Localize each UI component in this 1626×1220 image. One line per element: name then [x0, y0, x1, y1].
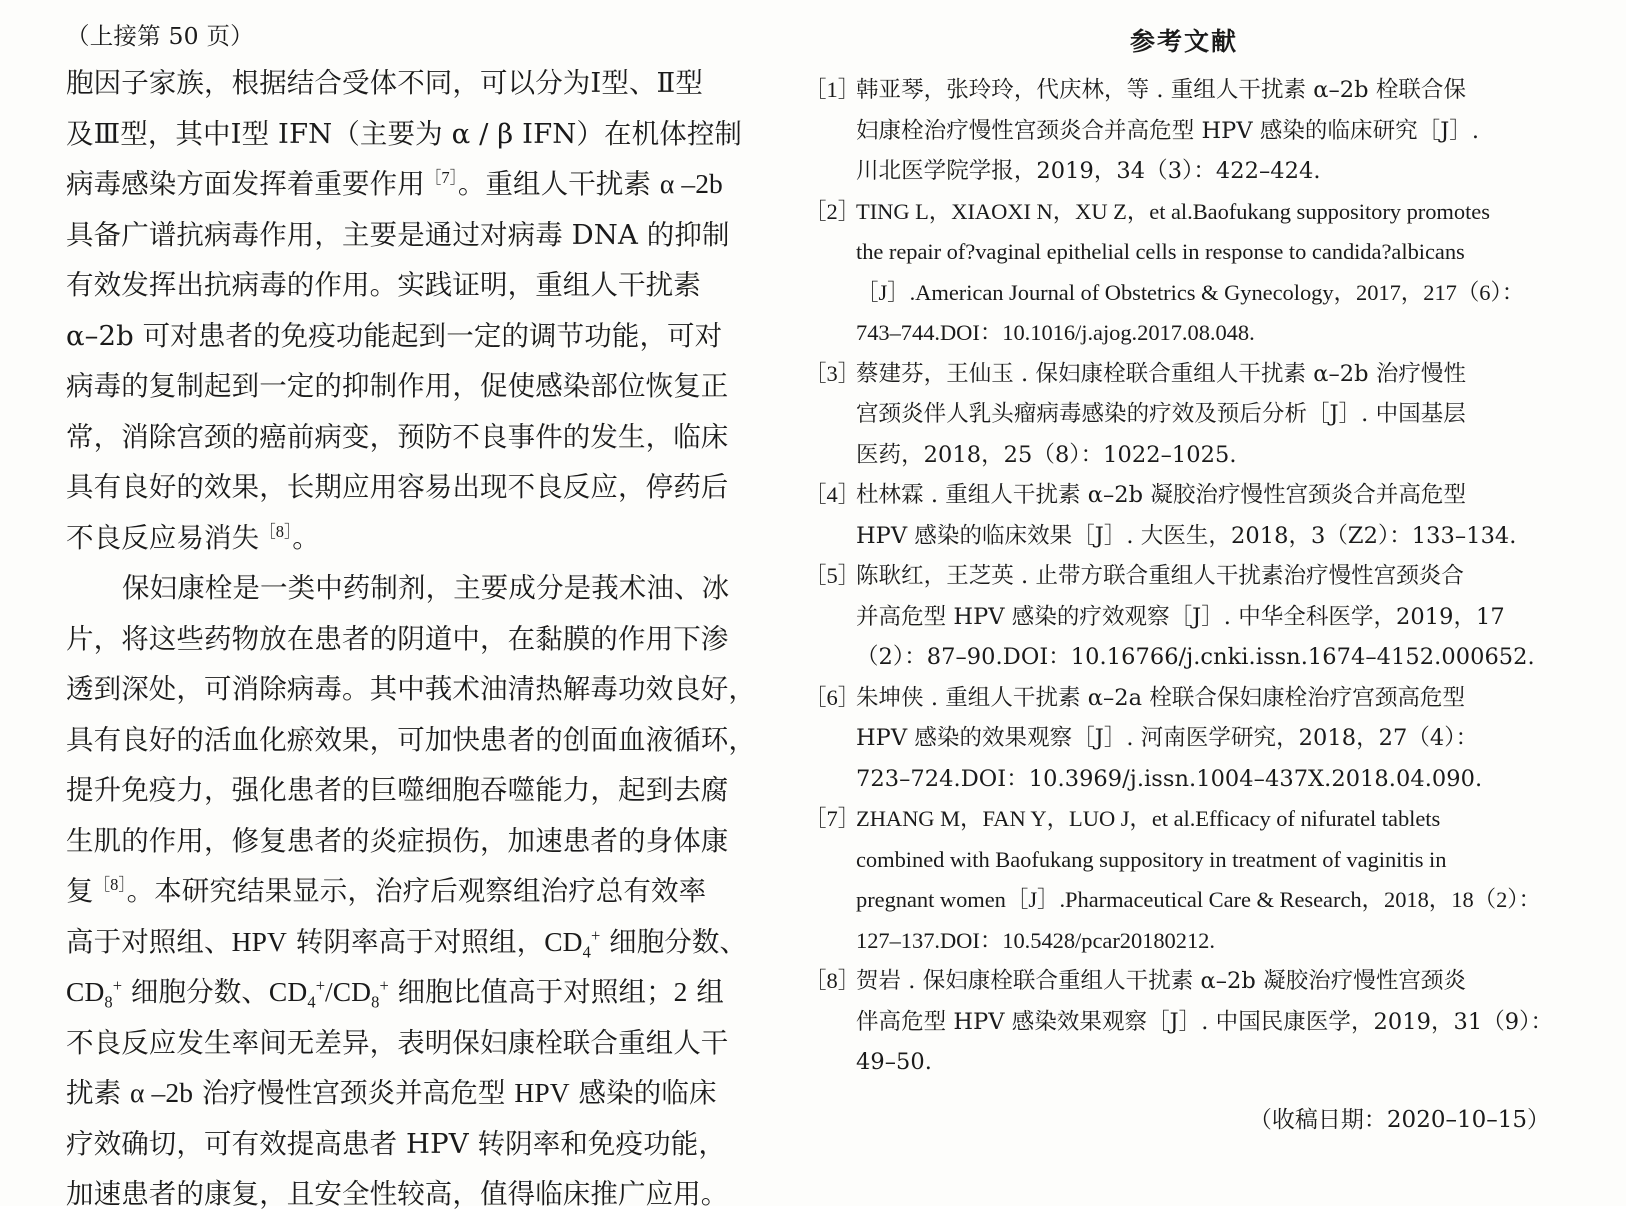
reference-entry: [804, 475, 1564, 556]
paragraph-line: 有效发挥出抗病毒的作用。实践证明，重组人干扰素: [66, 269, 701, 302]
paragraph-line: 常，消除宫颈的癌前病变，预防不良事件的发生，临床: [66, 420, 729, 453]
paragraph-line-with-ref: 不良反应易消失$^{[8]}$。: [66, 521, 320, 554]
reference-number: ［4］: [804, 482, 861, 507]
reference-text: [856, 70, 1564, 192]
reference-marker: ［8］: [93, 875, 127, 895]
reference-line: HPV 感染的临床效果［J］. 大医生，2018，3（Z2）：133–134.: [856, 522, 1517, 549]
reference-marker: ［7］: [424, 168, 458, 188]
paragraph-line: 具备广谱抗病毒作用，主要是通过对病毒 DNA 的抑制: [66, 218, 730, 251]
paragraph-line: 胞因子家族，根据结合受体不同，可以分为Ⅰ型、Ⅱ型: [66, 67, 703, 100]
reference-line: 杜林霖 . 重组人干扰素 α–2b 凝胶治疗慢性宫颈炎合并高危型: [856, 482, 1467, 508]
reference-line: pregnant women［J］.Pharmaceutical Care & Research，2018，18（2）：: [856, 887, 1541, 912]
references-heading: 参考文献: [1129, 27, 1238, 56]
paragraph-line: 生肌的作用，修复患者的炎症损伤，加速患者的身体康: [66, 824, 729, 857]
reference-number: ［3］: [804, 360, 861, 386]
continued-from-note: （上接第 50 页）: [66, 22, 254, 50]
references-column: [804, 18, 1564, 1206]
reference-line: （2）：87–90.DOI：10.16766/j.cnki.issn.1674–4152.000652.: [856, 644, 1535, 670]
reference-number: ［2］: [804, 198, 861, 224]
reference-line: ZHANG M，FAN Y，LUO J，et al.Efficacy of nifuratel tablets: [856, 806, 1441, 831]
reference-line: 743–744.DOI：10.1016/j.ajog.2017.08.048.: [856, 320, 1255, 345]
reference-number: ［6］: [804, 684, 861, 710]
reference-line: 医药，2018，25（8）：1022–1025.: [856, 441, 1237, 468]
body-paragraph-2: [66, 563, 756, 1220]
reference-number: ［8］: [804, 968, 861, 993]
reference-line: 韩亚琴，张玲玲，代庆林，等 . 重组人干扰素 α–2b 栓联合保: [856, 77, 1467, 103]
paragraph-line: 加速患者的康复，且安全性较高，值得临床推广应用。: [66, 1178, 729, 1211]
reference-text: [856, 354, 1564, 476]
reference-number: ［5］: [804, 563, 861, 588]
reference-line: 49–50.: [856, 1049, 932, 1075]
reference-line: 蔡建芬，王仙玉 . 保妇康栓联合重组人干扰素 α–2b 治疗慢性: [856, 360, 1467, 387]
reference-number: ［7］: [804, 806, 861, 831]
paragraph-line-cd8: $CD_8^+$ 细胞分数、$CD_4^+/CD_8^+$ 细胞比值高于对照组；2 组: [66, 976, 724, 1012]
reference-line: combined with Baofukang suppository in treatment of vaginitis in: [856, 846, 1447, 872]
reference-entry: [804, 678, 1564, 800]
reference-line: ［J］.American Journal of Obstetrics & Gynecology，2017，217（6）：: [856, 279, 1525, 305]
reference-text: [856, 961, 1564, 1083]
reference-line: HPV 感染的效果观察［J］. 河南医学研究，2018，27（4）：: [856, 725, 1479, 751]
reference-entry: [804, 961, 1564, 1083]
reference-text: [856, 192, 1564, 354]
reference-entry: [804, 556, 1564, 678]
paragraph-line: 具有良好的效果，长期应用容易出现不良反应，停药后: [66, 471, 729, 504]
paragraph-line: 片，将这些药物放在患者的阴道中，在黏膜的作用下渗: [66, 622, 729, 655]
reference-entry: [804, 70, 1564, 192]
reference-text: [856, 556, 1564, 678]
left-text-column: [66, 18, 756, 1211]
paragraph-line: 扰素 α –2b 治疗慢性宫颈炎并高危型 HPV 感染的临床: [66, 1077, 717, 1110]
paragraph-line-cd4: 高于对照组、HPV 转阴率高于对照组，$CD_4^+$ 细胞分数、: [66, 925, 748, 962]
reference-line: 宫颈炎伴人乳头瘤病毒感染的疗效及预后分析［J］. 中国基层: [856, 401, 1466, 427]
paragraph-line: 疗效确切，可有效提高患者 HPV 转阴率和免疫功能，: [66, 1127, 726, 1160]
reference-number: ［1］: [804, 77, 861, 102]
reference-text: [856, 799, 1564, 961]
paragraph-line: 具有良好的活血化瘀效果，可加快患者的创面血液循环，: [66, 723, 756, 756]
reference-line: 朱坤侠 . 重组人干扰素 α–2a 栓联合保妇康栓治疗宫颈高危型: [856, 684, 1466, 711]
reference-entry: [804, 192, 1564, 354]
reference-line: 并高危型 HPV 感染的疗效观察［J］. 中华全科医学，2019，17: [856, 603, 1505, 630]
paragraph-line: α–2b 可对患者的免疫功能起到一定的调节功能，可对: [66, 319, 723, 352]
reference-line: 723–724.DOI：10.3969/j.issn.1004–437X.2018.04.090.: [856, 765, 1483, 792]
reference-text: [856, 678, 1564, 800]
reference-line: TING L，XIAOXI N，XU Z，et al.Baofukang suppository promotes: [856, 198, 1490, 224]
reference-entry: [804, 354, 1564, 476]
reference-line: 妇康栓治疗慢性宫颈炎合并高危型 HPV 感染的临床研究［J］.: [856, 117, 1480, 144]
reference-marker: ［8］: [259, 521, 293, 541]
body-paragraph-1: [66, 58, 746, 563]
reference-line: 陈耿红，王芝英 . 止带方联合重组人干扰素治疗慢性宫颈炎合: [856, 563, 1464, 589]
references-list: [804, 70, 1564, 1083]
reference-line: 贺岩 . 保妇康栓联合重组人干扰素 α–2b 凝胶治疗慢性宫颈炎: [856, 968, 1467, 994]
paragraph-line: 及Ⅲ型，其中Ⅰ型 IFN（主要为 α / β IFN）在机体控制: [66, 117, 743, 150]
paragraph-line: 病毒的复制起到一定的抑制作用，促使感染部位恢复正: [66, 370, 729, 403]
reference-entry: [804, 799, 1564, 961]
paragraph-line-with-ref: 复$^{[8]}$。本研究结果显示，治疗后观察组治疗总有效率: [66, 875, 707, 908]
reference-line: 川北医学院学报，2019，34（3）：422–424.: [856, 158, 1321, 184]
paragraph-line: 透到深处，可消除病毒。其中莪术油清热解毒功效良好，: [66, 673, 756, 706]
paragraph-line: 提升免疫力，强化患者的巨噬细胞吞噬能力，起到去腐: [66, 774, 729, 807]
drug-name: α –2b: [659, 168, 723, 200]
reference-line: the repair of?vaginal epithelial cells in response to candida?albicans: [856, 239, 1465, 264]
reference-line: 127–137.DOI：10.5428/pcar20180212.: [856, 927, 1215, 953]
paragraph-line-with-ref: 病毒感染方面发挥着重要作用$^{[7]}$。重组人干扰素 α –2b: [66, 168, 723, 201]
received-date: （收稿日期：2020–10–15）: [1248, 1106, 1550, 1133]
paragraph-line: 保妇康栓是一类中药制剂，主要成分是莪术油、冰: [122, 572, 730, 605]
reference-text: [856, 475, 1564, 556]
paragraph-line: 不良反应发生率间无差异，表明保妇康栓联合重组人干: [66, 1026, 729, 1059]
reference-line: 伴高危型 HPV 感染效果观察［J］. 中国民康医学，2019，31（9）：: [856, 1008, 1553, 1035]
